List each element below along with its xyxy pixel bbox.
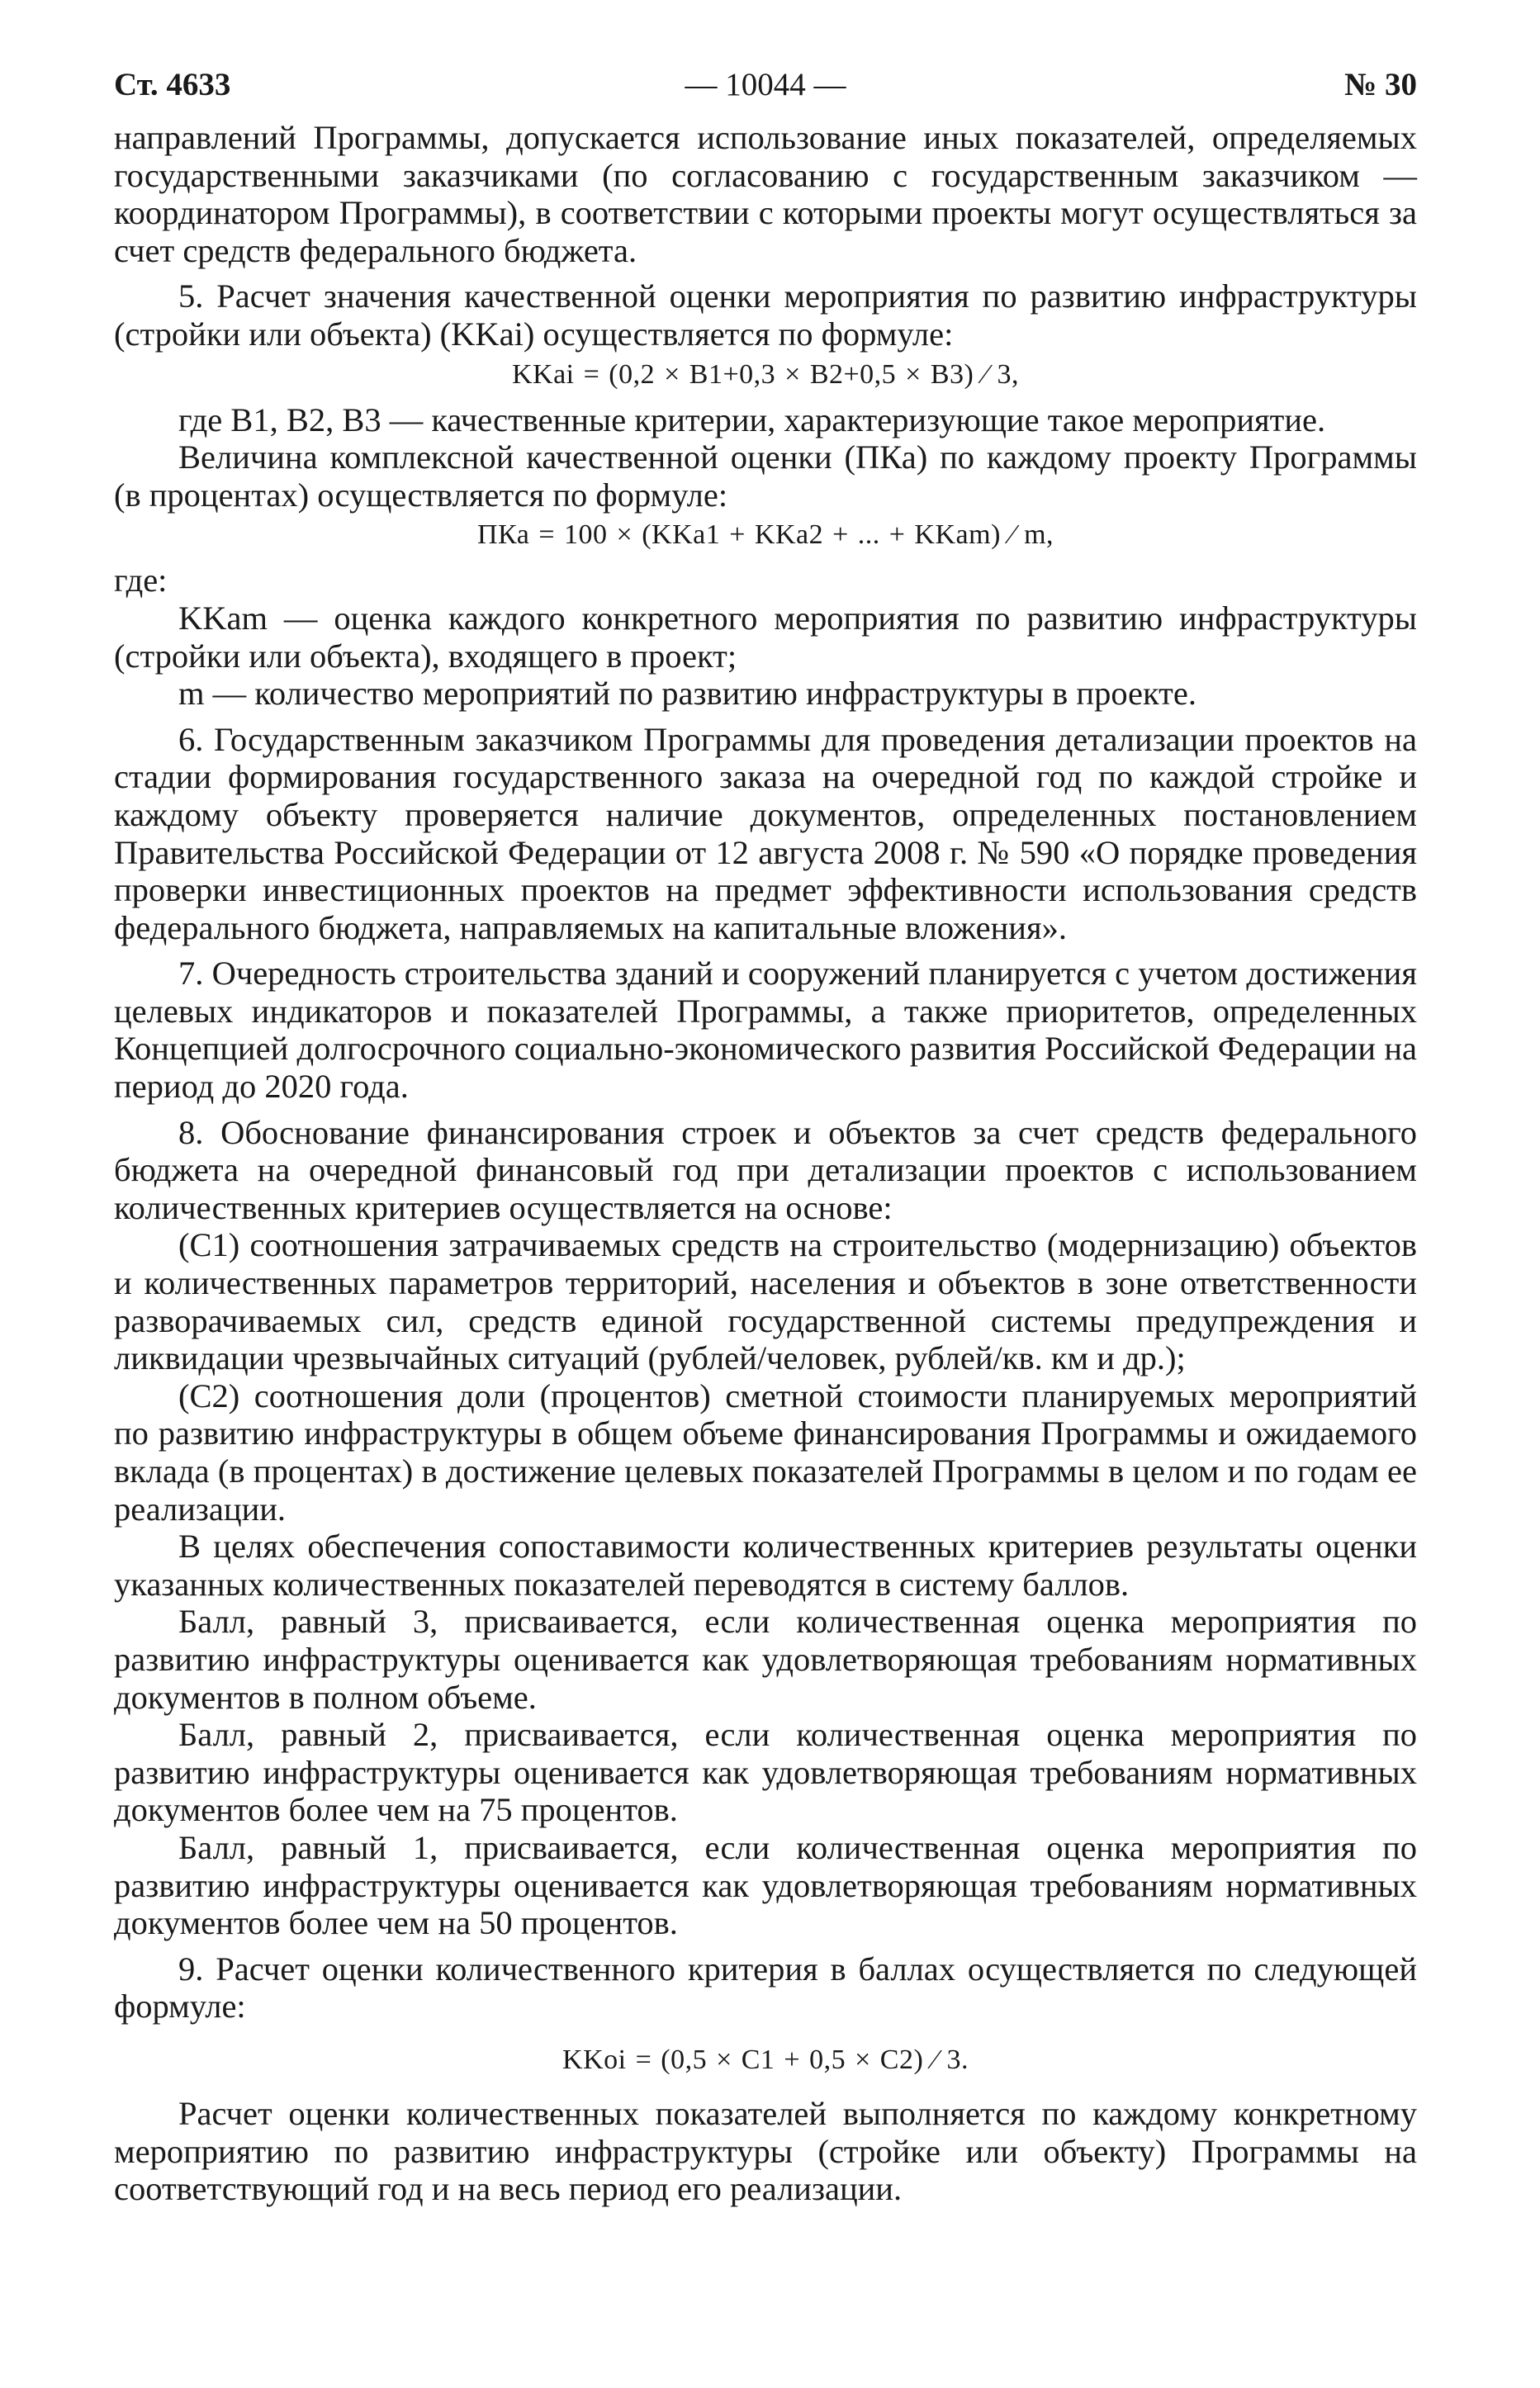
paragraph-c1: (С1) соотношения затрачиваемых средств на строительство (модернизацию) объектов и количественных параметров территорий, населения и объектов в зоне ответственности разворачиваемых сил, средств единой государственной системы предупреждения и ликвидации чрезвычайных ситуаций (рублей/человек, рублей/кв. км и др.); [114,1226,1417,1377]
paragraph-item-5: 5. Расчет значения качественной оценки мероприятия по развитию инфраструктуры (стройки или объекта) (KKai) осуществляется по формуле: [114,277,1417,353]
formula-kkai: KKai = (0,2 × B1+0,3 × B2+0,5 × B3) ⁄ 3, [511,358,1020,390]
paragraph-score-3: Балл, равный 3, присваивается, если количественная оценка мероприятия по развитию инфраструктуры оценивается как удовлетворяющая требованиям нормативных документов в полном объеме. [114,1603,1417,1716]
issue-number: № 30 [1344,67,1417,102]
paragraph-continuation: направлений Программы, допускается использование иных показателей, определяемых государственными заказчиками (по согласованию с государственным заказчиком — координатором Программы), в соответствии с которыми проекты могут осуществляться за счет средств федерального бюджета. [114,119,1417,269]
paragraph-score-2: Балл, равный 2, присваивается, если количественная оценка мероприятия по развитию инфраструктуры оценивается как удовлетворяющая требованиям нормативных документов более чем на 75 процентов. [114,1716,1417,1829]
article-number: Ст. 4633 [114,67,231,102]
paragraph-c2: (С2) соотношения доли (процентов) сметной стоимости планируемых мероприятий по развитию инфраструктуры в общем объеме финансирования Программы и ожидаемого вклада (в процентах) в достижение целевых показателей Программы в целом и по годам ее реализации. [114,1376,1417,1528]
paragraph-final: Расчет оценки количественных показателей выполняется по каждому конкретному мероприятию по развитию инфраструктуры (стройке или объекту) Программы на соответствующий год и на весь период его реализации. [114,2094,1417,2208]
page-header [114,66,1417,119]
paragraph-score-system: В целях обеспечения сопоставимости количественных критериев результаты оценки указанных количественных показателей переводятся в систему баллов. [114,1528,1417,1603]
paragraph-score-1: Балл, равный 1, присваивается, если количественная оценка мероприятия по развитию инфраструктуры оценивается как удовлетворяющая требованиям нормативных документов более чем на 50 процентов. [114,1828,1417,1942]
page-number: — 10044 — [685,67,846,102]
formula-pka: ПКа = 100 × (KKa1 + KKa2 + ... + KKam) ⁄ m, [476,519,1054,551]
paragraph-item-6: 6. Государственным заказчиком Программы для проведения детализации проектов на стадии формирования государственного заказа на очередной год по каждой стройке и каждому объекту проверяется наличие документов, определенных постановлением Правительства Российской Федерации от 12 августа 2008 г. № 590 «О порядке проведения проверки инвестиционных проектов на предмет эффективности использования средств федерального бюджета, направляемых на капитальные вложения». [114,720,1417,946]
paragraph-item-9: 9. Расчет оценки количественного критерия в баллах осуществляется по следующей формуле: [114,1950,1417,2026]
document-body [114,119,1417,2208]
formula-kkoi: KKoi = (0,5 × C1 + 0,5 × C2) ⁄ 3. [562,2044,969,2075]
paragraph-item-8: 8. Обоснование финансирования строек и объектов за счет средств федерального бюджета на очередной финансовый год при детализации проектов с использованием количественных критериев осуществляется на основе: [114,1113,1417,1226]
paragraph-criteria-definition: где B1, B2, B3 — качественные критерии, характеризующие такое мероприятие. [178,400,1326,438]
paragraph-where: где: [114,561,168,599]
paragraph-item-7: 7. Очередность строительства зданий и сооружений планируется с учетом достижения целевых индикаторов и показателей Программы, а также приоритетов, определенных Концепцией долгосрочного социально-экономического развития Российской Федерации на период до 2020 года. [114,955,1417,1106]
paragraph-kkam-definition: KKam — оценка каждого конкретного мероприятия по развитию инфраструктуры (стройки или объекта), входящего в проект; [114,599,1417,675]
document-page [114,66,1417,2208]
paragraph-complex-score: Величина комплексной качественной оценки (ПКа) по каждому проекту Программы (в процентах) осуществляется по формуле: [114,438,1417,514]
paragraph-m-definition: m — количество мероприятий по развитию инфраструктуры в проекте. [178,675,1196,713]
